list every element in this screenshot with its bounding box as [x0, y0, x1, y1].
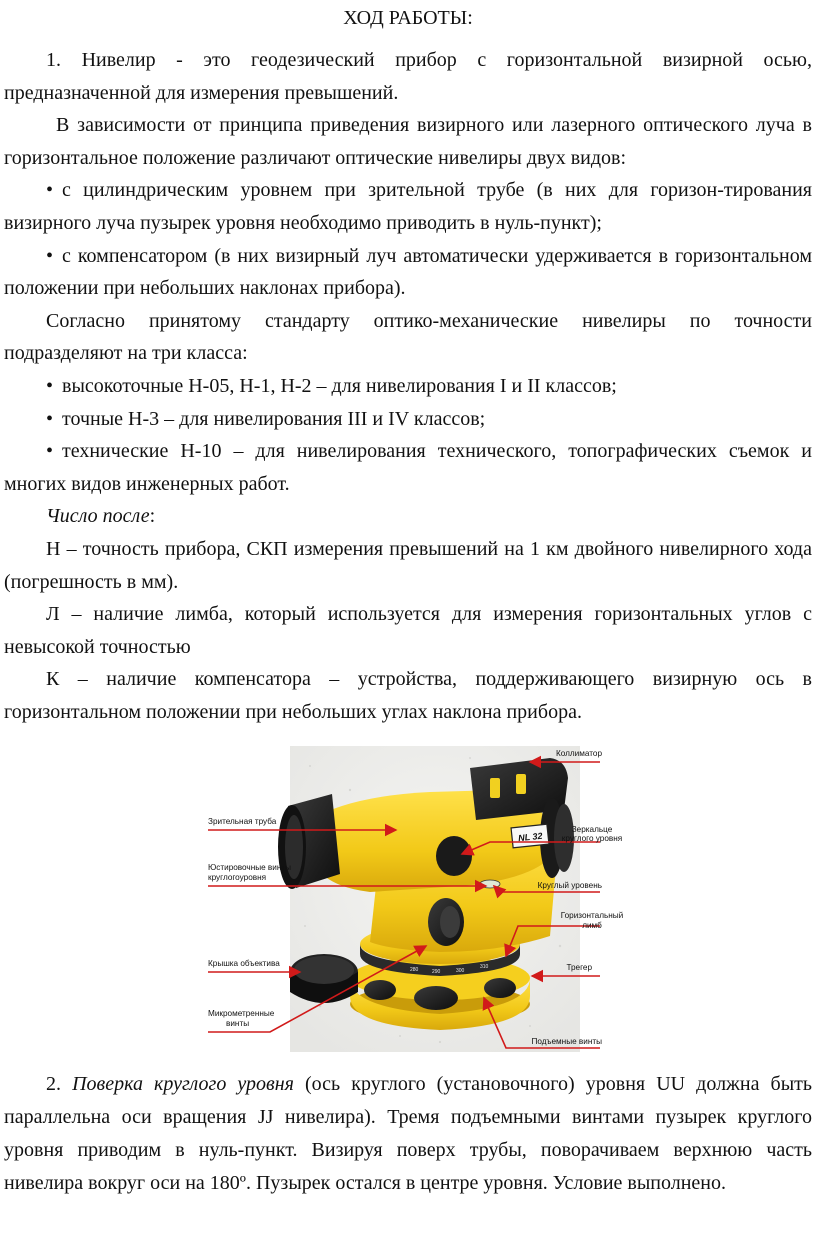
- label-micrometer-2: винты: [226, 1019, 250, 1028]
- svg-text:NL 32: NL 32: [517, 830, 543, 844]
- bullet-icon: •: [46, 440, 54, 463]
- bullet-icon: •: [46, 179, 54, 202]
- svg-text:280: 280: [410, 967, 419, 973]
- bullet-text: с компенсатором (в них визирный луч автоматически удерживается в горизонтальном положении при небольших наклонах прибора).: [4, 244, 812, 300]
- level-instrument-figure: [200, 746, 624, 1056]
- paragraph-definition: 1. Нивелир - это геодезический прибор с горизонтальной визирной осью, предназначенной для измерения превышений.: [4, 49, 812, 104]
- number-after-heading: [4, 500, 812, 533]
- svg-text:310: 310: [480, 964, 489, 970]
- paragraph-types-intro: В зависимости от принципа приведения визирного или лазерного оптического луча в горизонтальное положение различают оптические нивелиры двух видов:: [4, 114, 812, 169]
- section-2: [4, 1068, 812, 1200]
- model-badge: [511, 824, 549, 848]
- label-telescope: Зрительная труба: [208, 817, 277, 826]
- svg-text:290: 290: [432, 969, 441, 975]
- lens-cap: [290, 954, 358, 1003]
- body-text: [4, 44, 812, 728]
- label-adjusting-2: круглогоуровня: [208, 873, 267, 882]
- label-adjusting-1: Юстировочные винты: [208, 863, 292, 872]
- bullet-high-precision: [4, 370, 812, 403]
- section-2-text: (ось круглого (установочного) уровня UU должна быть параллельна оси вращения JJ нивелира). Тремя подъемными винтами пузырек круглого уровня приводим в нуль-пункт. Визируя поверх трубы, поворачиваем верхнюю часть нивелира вокруг оси на 180º. Пузырек остался в центре уровня. Условие выполнено.: [4, 1073, 813, 1194]
- label-tribrach: Трегер: [566, 963, 592, 972]
- level-instrument-illustration: [200, 746, 624, 1056]
- bullet-precise: [4, 403, 812, 436]
- page-title: ХОД РАБОТЫ:: [343, 7, 473, 29]
- number-after-colon: :: [149, 505, 156, 528]
- bullet-compensator: [4, 240, 812, 305]
- bullet-text: технические Н-10 – для нивелирования технического, топографических съемок и многих видов инженерных работ.: [4, 440, 812, 495]
- bullet-technical: [4, 435, 812, 500]
- label-foot-screws: Подъемные винты: [531, 1037, 602, 1046]
- label-limb-1: Горизонтальный: [560, 911, 624, 920]
- label-micrometer-1: Микрометренные: [208, 1009, 275, 1018]
- label-mirror-2: круглого уровня: [561, 834, 623, 843]
- section-2-paragraph: [4, 1068, 812, 1200]
- definition-h: Н – точность прибора, СКП измерения превышений на 1 км двойного нивелирного хода (погрешность в мм).: [4, 537, 812, 593]
- definition-k: К – наличие компенсатора – устройства, поддерживающего визирную ось в горизонтальном положении при небольших углах наклона прибора.: [4, 668, 812, 723]
- svg-text:300: 300: [456, 968, 465, 974]
- section-2-title: Поверка круглого уровня: [72, 1073, 294, 1095]
- bullet-text: точные Н-3 – для нивелирования III и IV классов;: [62, 407, 486, 430]
- label-collimator: Коллиматор: [555, 749, 602, 758]
- bullet-text: высокоточные Н-05, Н-1, Н-2 – для нивелирования I и II классов;: [62, 374, 617, 397]
- label-lens-cap: Крышка объектива: [208, 959, 280, 968]
- bullet-cylindrical-level: [4, 174, 812, 239]
- section-2-number: 2.: [46, 1073, 61, 1095]
- micrometer-knob: [428, 898, 464, 946]
- label-round-level: Круглый уровень: [537, 881, 602, 890]
- bullet-icon: •: [46, 244, 54, 267]
- paragraph-classes-intro: Согласно принятому стандарту оптико-механические нивелиры по точности подразделяют на три класса:: [4, 309, 812, 365]
- number-after-label: Число после: [46, 505, 150, 528]
- bullet-icon: •: [46, 407, 54, 430]
- definition-l: Л – наличие лимба, который используется для измерения горизонтальных углов с невысокой точностью: [4, 603, 812, 658]
- label-mirror-1: Зеркальце: [571, 825, 613, 834]
- bullet-icon: •: [46, 374, 54, 397]
- label-limb-2: лимб: [582, 921, 602, 930]
- telescope-objective: [278, 794, 340, 889]
- bullet-text: с цилиндрическим уровнем при зрительной трубе (в них для горизон-тирования визирного луча пузырек уровня необходимо приводить в нуль-пункт);: [4, 179, 812, 234]
